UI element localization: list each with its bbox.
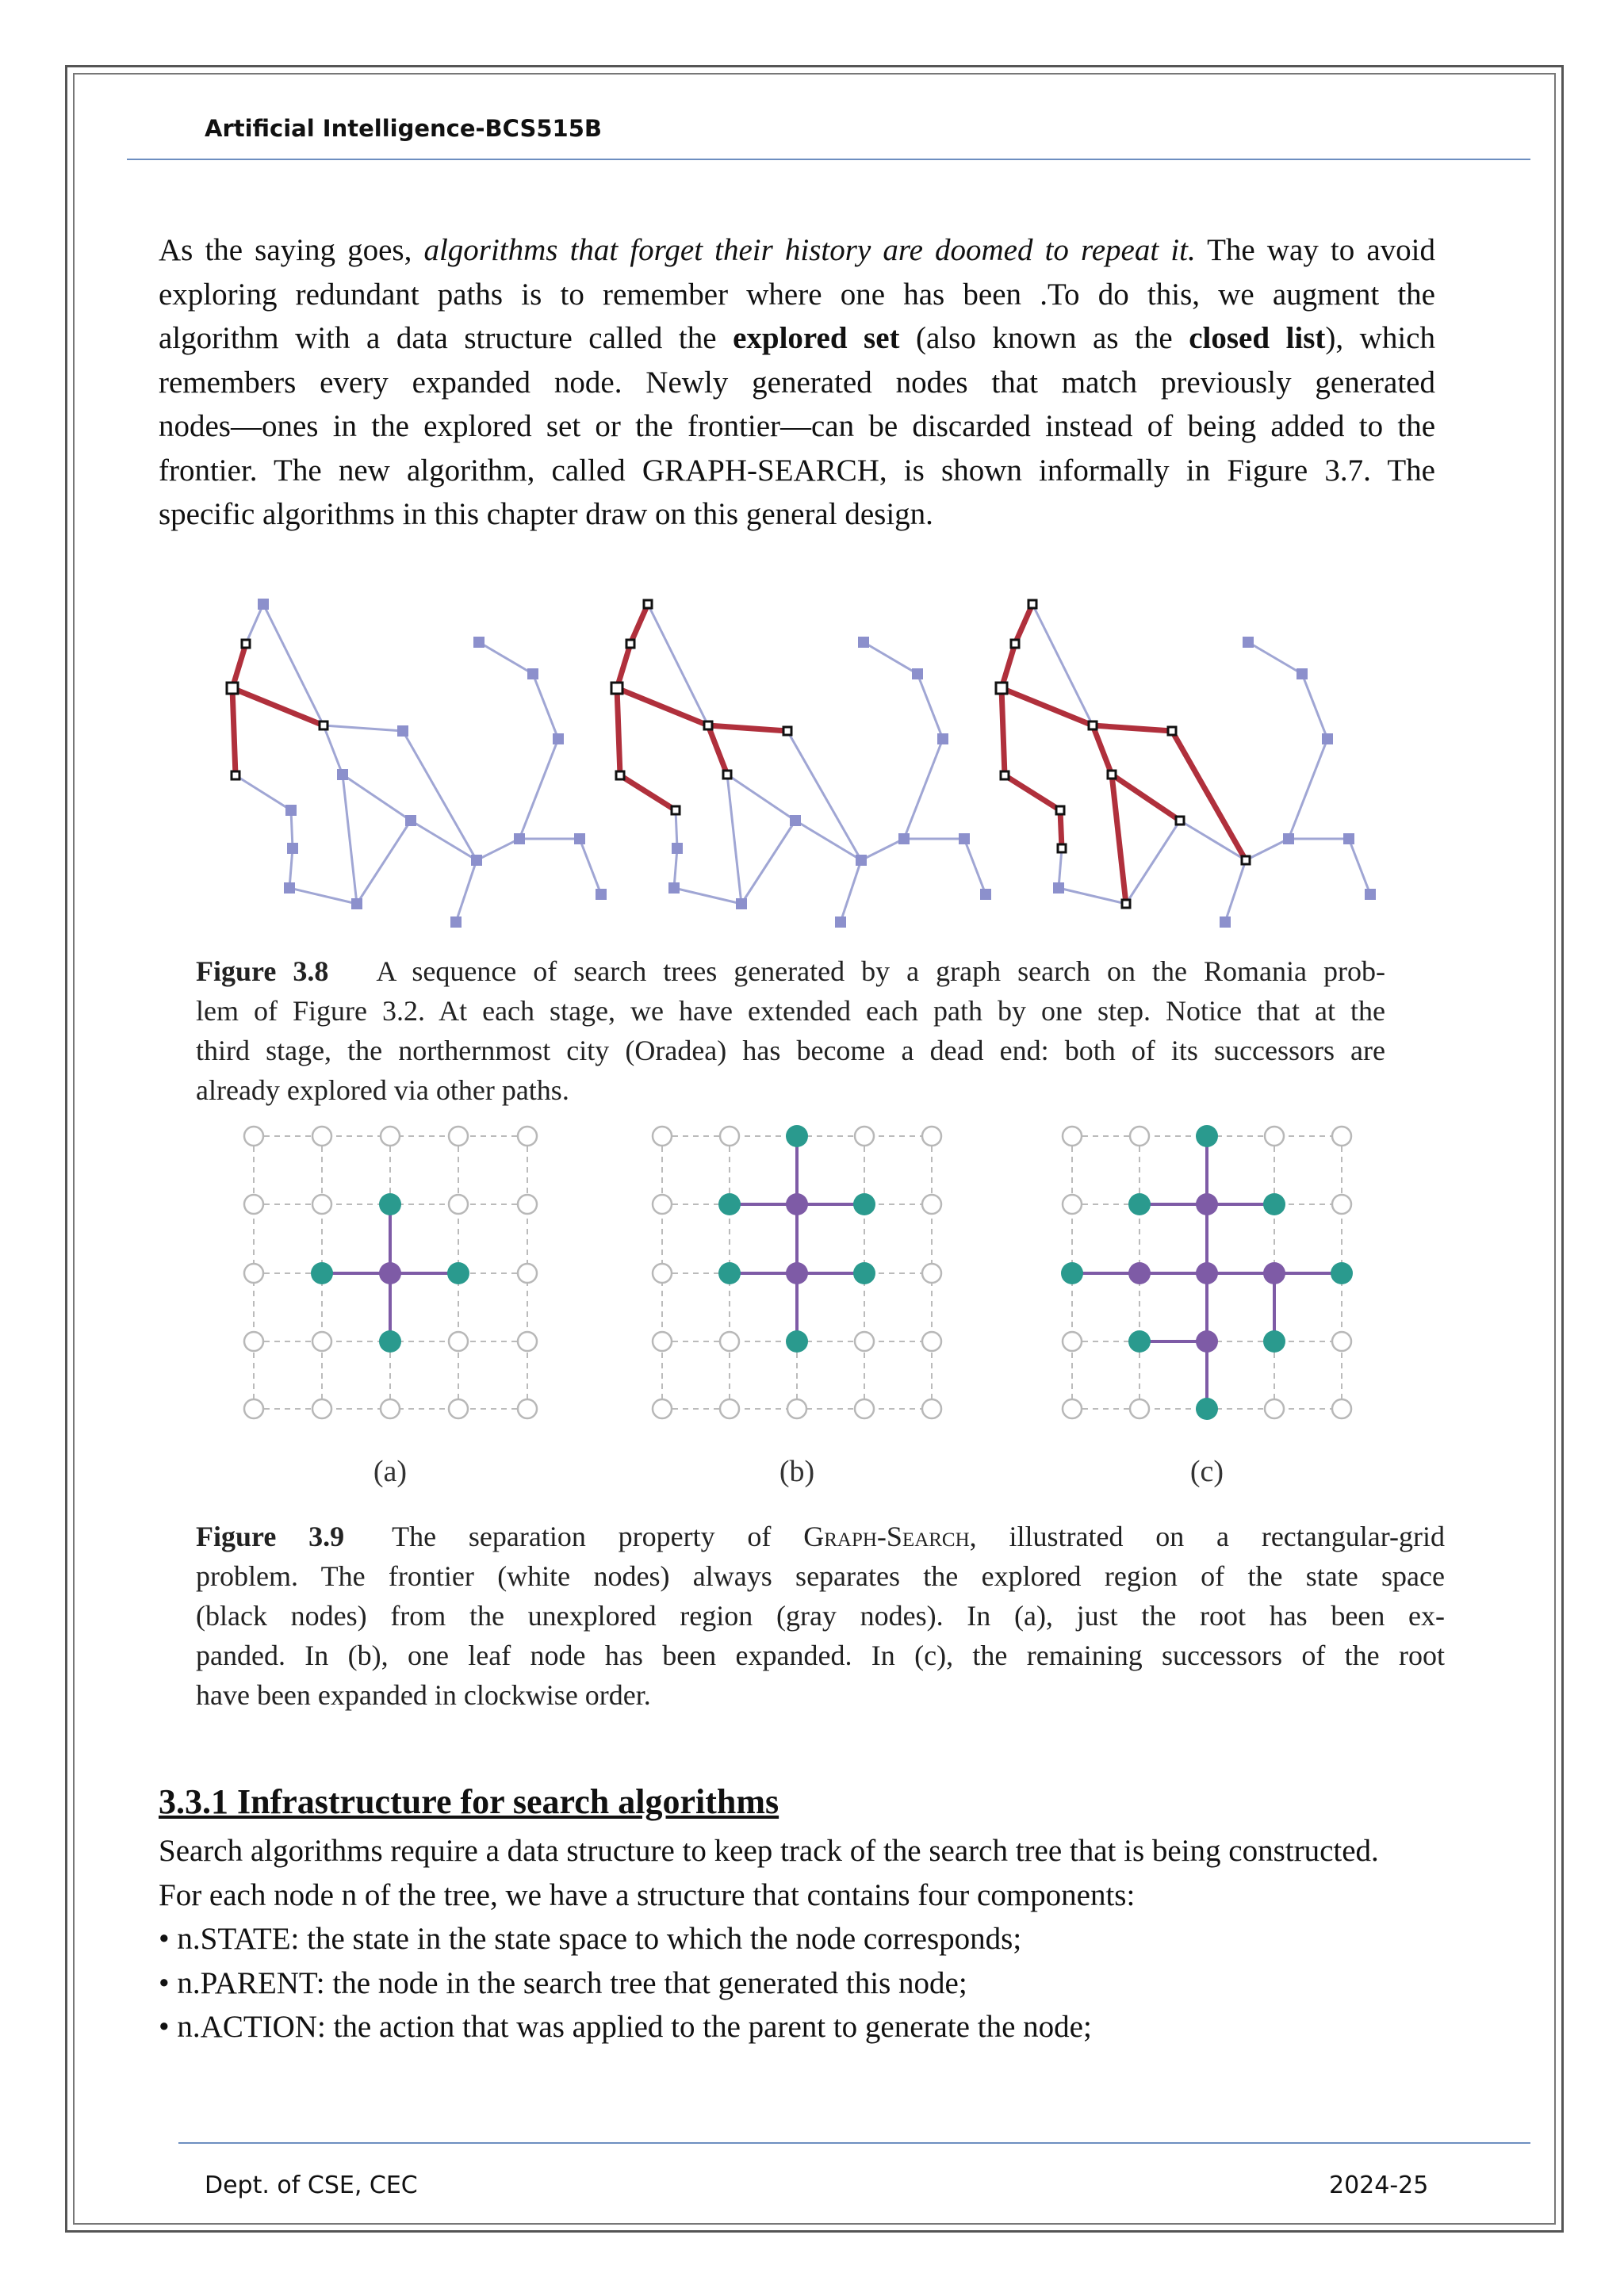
map-city-node: [527, 668, 538, 679]
map-road-edge: [1248, 642, 1302, 674]
map-city-node: [1343, 833, 1354, 844]
map-road-edge: [324, 725, 403, 731]
para-line: exploring redundant paths is to remember where one has been .To do this, we augment the: [159, 277, 1435, 312]
map-road-edge: [964, 839, 986, 894]
unexplored-node: [922, 1127, 941, 1146]
frontier-node: [379, 1193, 401, 1215]
map-road-edge: [795, 821, 861, 860]
map-city-node: [473, 637, 485, 648]
map-city-node: [1322, 733, 1333, 744]
search-tree-edge: [1002, 688, 1093, 725]
unexplored-node: [1332, 1195, 1351, 1214]
figure-3-9-panel-labels: [373, 1455, 1224, 1488]
frontier-node: [1263, 1193, 1285, 1215]
search-tree-node: [232, 771, 239, 779]
section-body: [159, 1829, 1475, 2049]
map-city-node: [287, 843, 298, 854]
caption-line: Figure 3.9 The separation property of Graph-Search, illustrated on a rectangular-grid: [196, 1521, 1445, 1552]
map-city-node: [1283, 833, 1294, 844]
unexplored-node: [244, 1399, 263, 1418]
search-tree-edge: [630, 604, 648, 644]
unexplored-node: [1130, 1399, 1149, 1418]
unexplored-node: [381, 1127, 400, 1146]
map-city-node: [397, 725, 408, 737]
map-city-node: [959, 833, 970, 844]
map-road-edge: [727, 775, 795, 821]
map-road-edge: [1126, 821, 1180, 904]
map-road-edge: [787, 731, 861, 860]
map-city-node: [1297, 668, 1308, 679]
para-line: algorithm with a data structure called the explored set (also known as the closed list), which: [159, 321, 1435, 355]
frontier-node: [1263, 1330, 1285, 1353]
map-city-node: [284, 882, 295, 894]
unexplored-node: [518, 1332, 537, 1351]
map-city-node: [351, 898, 362, 909]
explored-node: [786, 1262, 808, 1284]
search-tree-node: [1176, 817, 1184, 825]
search-tree-panel-3: [996, 600, 1376, 928]
search-tree-node: [1011, 640, 1019, 648]
unexplored-node: [653, 1399, 672, 1418]
unexplored-node: [312, 1399, 331, 1418]
caption-line: problem. The frontier (white nodes) always separates the explored region of the state space: [196, 1560, 1445, 1592]
map-road-edge: [456, 860, 477, 922]
grid-panel-b: [653, 1125, 941, 1418]
bullet-item: • n.PARENT: the node in the search tree that generated this node;: [159, 1965, 967, 2000]
unexplored-node: [1332, 1127, 1351, 1146]
frontier-node: [1128, 1193, 1151, 1215]
para-line: As the saying goes, algorithms that forget their history are doomed to repeat it. The way to avoid: [159, 233, 1435, 267]
explored-node: [1196, 1193, 1218, 1215]
search-tree-node: [996, 683, 1007, 694]
search-tree-node: [704, 721, 712, 729]
map-city-node: [258, 599, 269, 610]
map-road-edge: [289, 848, 293, 888]
unexplored-node: [720, 1399, 739, 1418]
map-road-edge: [861, 839, 904, 860]
search-tree-node: [320, 721, 327, 729]
unexplored-node: [312, 1195, 331, 1214]
map-city-node: [553, 733, 564, 744]
search-tree-node: [1122, 900, 1130, 908]
search-tree-edge: [1093, 725, 1112, 775]
search-tree-edge: [1002, 688, 1005, 775]
search-tree-node: [1058, 844, 1066, 852]
search-tree-edge: [1015, 604, 1032, 644]
header-title: Artificial Intelligence-BCS515B: [205, 115, 602, 142]
unexplored-node: [922, 1264, 941, 1283]
frontier-node: [1196, 1398, 1218, 1420]
map-city-node: [1220, 916, 1231, 928]
unexplored-node: [449, 1195, 468, 1214]
unexplored-node: [312, 1332, 331, 1351]
map-road-edge: [236, 775, 291, 810]
search-tree-node: [242, 640, 250, 648]
frontier-node: [1061, 1262, 1083, 1284]
frontier-node: [853, 1262, 875, 1284]
para-line: frontier. The new algorithm, called GRAPH-SEARCH, is shown informally in Figure 3.7. The: [159, 453, 1435, 488]
map-road-edge: [904, 739, 943, 839]
unexplored-node: [1063, 1332, 1082, 1351]
unexplored-node: [653, 1332, 672, 1351]
frontier-node: [786, 1330, 808, 1353]
unexplored-node: [1063, 1195, 1082, 1214]
para-line: nodes—ones in the explored set or the frontier—can be discarded instead of being added to the: [159, 409, 1435, 443]
map-road-edge: [741, 821, 795, 904]
explored-node: [379, 1262, 401, 1284]
figure-3-9-caption: [196, 1517, 1445, 1715]
map-city-node: [856, 855, 867, 866]
section-line: For each node n of the tree, we have a structure that contains four components:: [159, 1877, 1136, 1912]
figure-label: Figure 3.9: [196, 1521, 345, 1552]
map-road-edge: [1059, 848, 1062, 888]
map-road-edge: [1302, 674, 1327, 739]
map-road-edge: [1246, 839, 1289, 860]
search-tree-edge: [620, 775, 676, 810]
frontier-node: [718, 1193, 741, 1215]
map-city-node: [405, 815, 416, 826]
map-road-edge: [727, 775, 741, 904]
map-road-edge: [917, 674, 943, 739]
search-tree-node: [1056, 806, 1064, 814]
map-city-node: [980, 889, 991, 900]
unexplored-node: [244, 1264, 263, 1283]
figure-label: Figure 3.8: [196, 955, 329, 987]
map-road-edge: [533, 674, 558, 739]
map-city-node: [285, 805, 297, 816]
search-tree-edge: [1060, 810, 1062, 848]
map-city-node: [668, 882, 680, 894]
map-road-edge: [357, 821, 411, 904]
search-tree-node: [1108, 771, 1116, 779]
map-road-edge: [1059, 888, 1126, 904]
map-city-node: [1243, 637, 1254, 648]
search-tree-node: [672, 806, 680, 814]
map-road-edge: [674, 848, 677, 888]
map-city-node: [471, 855, 482, 866]
map-road-edge: [324, 725, 343, 775]
map-city-node: [337, 769, 348, 780]
section-line: Search algorithms require a data structure to keep track of the search tree that is being constructed.: [159, 1834, 1379, 1868]
figure-3-8-search-trees: [227, 599, 1376, 928]
explored-node: [1196, 1262, 1218, 1284]
unexplored-node: [855, 1127, 874, 1146]
map-city-node: [1053, 882, 1064, 894]
map-road-edge: [1289, 739, 1327, 839]
panel-label-c: (c): [1189, 1455, 1224, 1488]
footer-department: Dept. of CSE, CEC: [205, 2172, 418, 2199]
search-tree-node: [1168, 727, 1176, 735]
search-tree-node: [783, 727, 791, 735]
frontier-node: [1331, 1262, 1353, 1284]
frontier-node: [1196, 1125, 1218, 1147]
frontier-node: [718, 1262, 741, 1284]
search-tree-node: [723, 771, 731, 779]
map-city-node: [736, 898, 747, 909]
search-tree-panel-1: [227, 599, 607, 928]
search-tree-node: [1242, 856, 1250, 864]
bullet-item: • n.ACTION: the action that was applied to the parent to generate the node;: [159, 2010, 1092, 2044]
map-city-node: [450, 916, 462, 928]
figure-3-8-caption: [196, 951, 1385, 1110]
frontier-node: [1128, 1330, 1151, 1353]
map-road-edge: [676, 810, 677, 848]
unexplored-node: [312, 1127, 331, 1146]
unexplored-node: [720, 1332, 739, 1351]
unexplored-node: [1063, 1399, 1082, 1418]
frontier-node: [853, 1193, 875, 1215]
caption-line: lem of Figure 3.2. At each stage, we have extended each path by one step. Notice that at the: [196, 995, 1385, 1027]
unexplored-node: [1332, 1332, 1351, 1351]
map-city-node: [937, 733, 948, 744]
search-tree-node: [644, 600, 652, 608]
map-city-node: [858, 637, 869, 648]
map-city-node: [790, 815, 801, 826]
search-tree-node: [626, 640, 634, 648]
map-road-edge: [343, 775, 357, 904]
map-road-edge: [246, 604, 263, 644]
unexplored-node: [244, 1127, 263, 1146]
unexplored-node: [720, 1127, 739, 1146]
unexplored-node: [1265, 1399, 1284, 1418]
para-line: remembers every expanded node. Newly generated nodes that match previously generated: [159, 365, 1435, 400]
map-road-edge: [289, 888, 357, 904]
search-tree-panel-2: [611, 600, 991, 928]
map-road-edge: [403, 731, 477, 860]
explored-node: [1128, 1262, 1151, 1284]
map-city-node: [898, 833, 910, 844]
map-city-node: [835, 916, 846, 928]
explored-node: [1263, 1262, 1285, 1284]
footer-rule: [178, 2142, 1530, 2144]
unexplored-node: [787, 1399, 806, 1418]
map-road-edge: [1349, 839, 1370, 894]
search-tree-node: [1001, 771, 1009, 779]
panel-label-a: (a): [373, 1455, 408, 1488]
map-city-node: [514, 833, 525, 844]
search-tree-edge: [617, 688, 708, 725]
caption-line: third stage, the northernmost city (Oradea) has become a dead end: both of its successors are: [196, 1035, 1385, 1066]
caption-line: panded. In (b), one leaf node has been expanded. In (c), the remaining successors of the root: [196, 1640, 1445, 1671]
map-road-edge: [291, 810, 293, 848]
frontier-node: [311, 1262, 333, 1284]
unexplored-node: [449, 1332, 468, 1351]
map-road-edge: [1225, 860, 1246, 922]
search-tree-edge: [1172, 731, 1246, 860]
unexplored-node: [518, 1399, 537, 1418]
search-tree-edge: [1112, 775, 1180, 821]
search-tree-edge: [232, 688, 324, 725]
search-tree-node: [1089, 721, 1097, 729]
grid-panel-a: [244, 1127, 537, 1418]
map-road-edge: [841, 860, 861, 922]
map-road-edge: [519, 739, 558, 839]
search-tree-edge: [1112, 775, 1126, 904]
frontier-node: [447, 1262, 469, 1284]
search-tree-edge: [1005, 775, 1060, 810]
map-city-node: [912, 668, 923, 679]
unexplored-node: [653, 1127, 672, 1146]
search-tree-edge: [708, 725, 727, 775]
unexplored-node: [449, 1399, 468, 1418]
panel-label-b: (b): [779, 1455, 815, 1488]
caption-line: Figure 3.8 A sequence of search trees generated by a graph search on the Romania prob-: [196, 955, 1386, 987]
caption-line: already explored via other paths.: [196, 1074, 569, 1106]
unexplored-node: [653, 1264, 672, 1283]
unexplored-node: [244, 1332, 263, 1351]
search-tree-node: [1028, 600, 1036, 608]
map-road-edge: [674, 888, 741, 904]
unexplored-node: [855, 1399, 874, 1418]
unexplored-node: [381, 1399, 400, 1418]
unexplored-node: [518, 1264, 537, 1283]
unexplored-node: [1063, 1127, 1082, 1146]
map-road-edge: [411, 821, 477, 860]
explored-node: [786, 1193, 808, 1215]
caption-line: (black nodes) from the unexplored region (gray nodes). In (a), just the root has been ex-: [196, 1600, 1445, 1632]
unexplored-node: [1332, 1399, 1351, 1418]
search-tree-edge: [232, 688, 236, 775]
unexplored-node: [244, 1195, 263, 1214]
unexplored-node: [518, 1195, 537, 1214]
map-road-edge: [343, 775, 411, 821]
unexplored-node: [922, 1399, 941, 1418]
footer-year: 2024-25: [1329, 2172, 1429, 2199]
unexplored-node: [653, 1195, 672, 1214]
frontier-node: [786, 1125, 808, 1147]
search-tree-edge: [617, 688, 620, 775]
search-tree-node: [227, 683, 238, 694]
grid-panel-c: [1061, 1125, 1353, 1420]
search-tree-edge: [1093, 725, 1172, 731]
caption-line: have been expanded in clockwise order.: [196, 1679, 651, 1711]
search-tree-node: [616, 771, 624, 779]
map-city-node: [672, 843, 683, 854]
unexplored-node: [922, 1332, 941, 1351]
figure-3-9-grids: [244, 1125, 1353, 1420]
map-city-node: [574, 833, 585, 844]
map-city-node: [596, 889, 607, 900]
map-city-node: [1365, 889, 1376, 900]
search-tree-edge: [708, 725, 787, 731]
map-road-edge: [580, 839, 601, 894]
section-heading: 3.3.1 Infrastructure for search algorithms: [159, 1782, 779, 1821]
unexplored-node: [922, 1195, 941, 1214]
para-line: specific algorithms in this chapter draw on this general design.: [159, 497, 933, 531]
unexplored-node: [449, 1127, 468, 1146]
unexplored-node: [518, 1127, 537, 1146]
explored-node: [1196, 1330, 1218, 1353]
unexplored-node: [1265, 1127, 1284, 1146]
map-road-edge: [864, 642, 917, 674]
map-road-edge: [477, 839, 519, 860]
unexplored-node: [1130, 1127, 1149, 1146]
unexplored-node: [855, 1332, 874, 1351]
bullet-item: • n.STATE: the state in the state space to which the node corresponds;: [159, 1922, 1022, 1956]
search-tree-node: [611, 683, 622, 694]
map-road-edge: [479, 642, 533, 674]
frontier-node: [379, 1330, 401, 1353]
